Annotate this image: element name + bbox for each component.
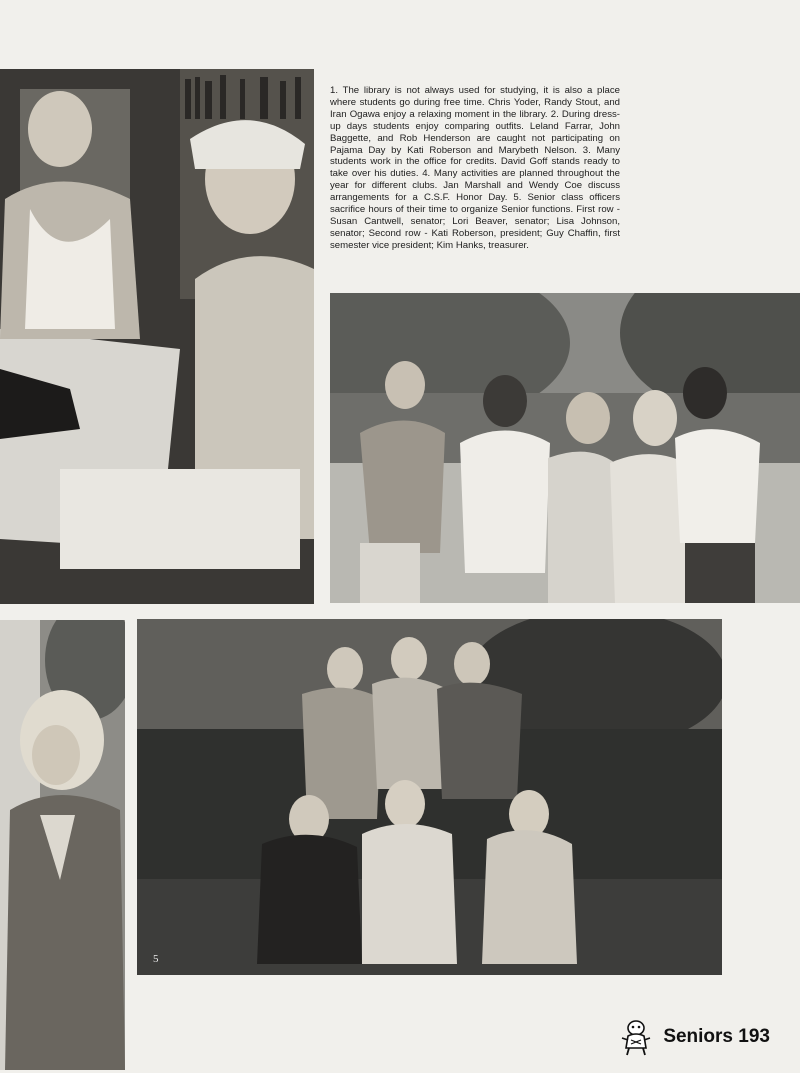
page-folio [619, 1018, 770, 1056]
photo-library-students [0, 69, 314, 604]
page-number: 193 [738, 1026, 770, 1047]
photo-senior-class-officers [137, 619, 722, 975]
photo-office-illustration [0, 620, 125, 1070]
mascot-icon [619, 1018, 653, 1056]
photo-library-illustration [0, 69, 314, 604]
photo-officers-illustration [137, 619, 722, 975]
photo-number-5: 5 [153, 953, 159, 965]
photo-dress-up-illustration [330, 293, 800, 603]
photo-caption: 1. The library is not always used for studying, it is also a place where students go during free time. Chris Yoder, Randy Stout, and Iran Ogawa enjoy a relaxing moment in the library. 2. During dress-up days students enjoy comparing outfits. Leland Farrar, John Baggette, and Rob Henderson are caught not participating on Pajama Day by Kati Roberson and Marybeth Nelson. 3. Many students work in the office for credits. David Goff stands ready to take over his duties. 4. Many activities are planned throughout the year for different clubs. Jan Marshall and Wendy Coe discuss arrangements for a C.S.F. Honor Day. 5. Senior class officers sacrifice hours of their time to organize Senior functions. First row - Susan Cantwell, senator; Lori Beaver, senator; Lisa Johnson, senator; Second row - Kati Roberson, president; Guy Chaffin, first semester vice president; Kim Hanks, treasurer. [330, 85, 620, 251]
photo-office-worker [0, 620, 125, 1070]
section-page-label [663, 1026, 770, 1048]
section-name: Seniors [663, 1026, 734, 1047]
photo-dress-up-day [330, 293, 800, 603]
